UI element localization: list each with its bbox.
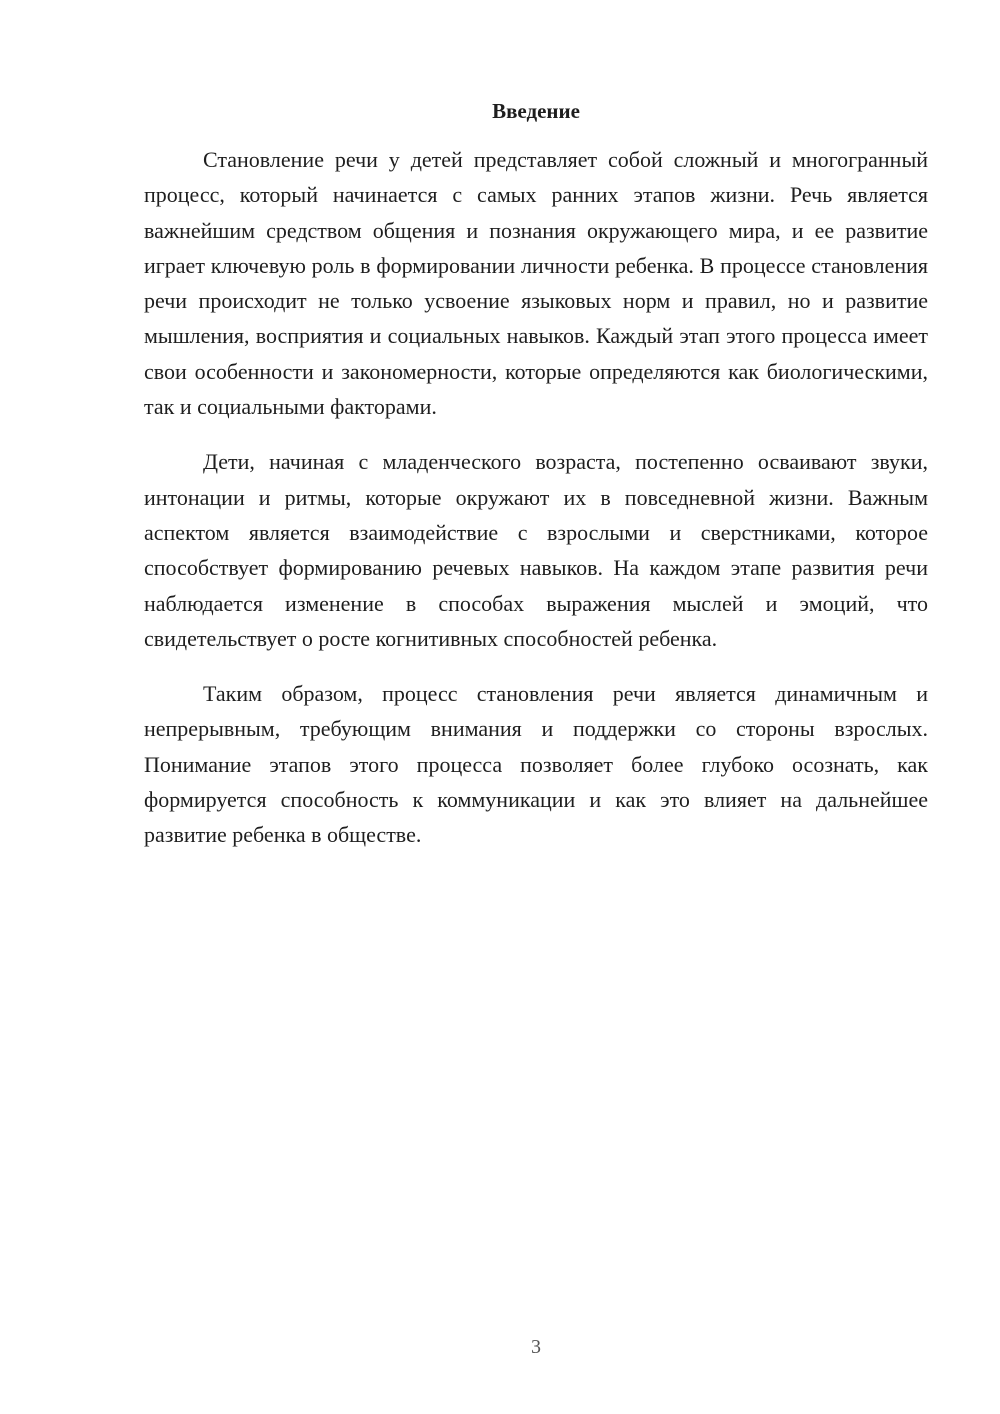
paragraph-3: Таким образом, процесс становления речи является динамичным и непрерывным, требующим внимания и поддержки со стороны взрослых. Понимание этапов этого процесса позволяет более глубоко осознать, как формируется способность к коммуникации и как это влияет на дальнейшее развитие ребенка в обществе. <box>144 681 928 848</box>
body-text <box>144 142 928 873</box>
page-number: 3 <box>531 1336 541 1358</box>
section-heading: Введение <box>492 99 580 123</box>
paragraph-2: Дети, начиная с младенческого возраста, постепенно осваивают звуки, интонации и ритмы, которые окружают их в повседневной жизни. Важным аспектом является взаимодействие с взрослыми и сверстниками, которое способствует формированию речевых навыков. На каждом этапе развития речи наблюдается изменение в способах выражения мыслей и эмоций, что свидетельствует о росте когнитивных способностей ребенка. <box>144 449 928 651</box>
paragraph-1: Становление речи у детей представляет собой сложный и многогранный процесс, который начинается с самых ранних этапов жизни. Речь является важнейшим средством общения и познания окружающего мира, и ее развитие играет ключевую роль в формировании личности ребенка. В процессе становления речи происходит не только усвоение языковых норм и правил, но и развитие мышления, восприятия и социальных навыков. Каждый этап этого процесса имеет свои особенности и закономерности, которые определяются как биологическими, так и социальными факторами. <box>144 147 928 420</box>
